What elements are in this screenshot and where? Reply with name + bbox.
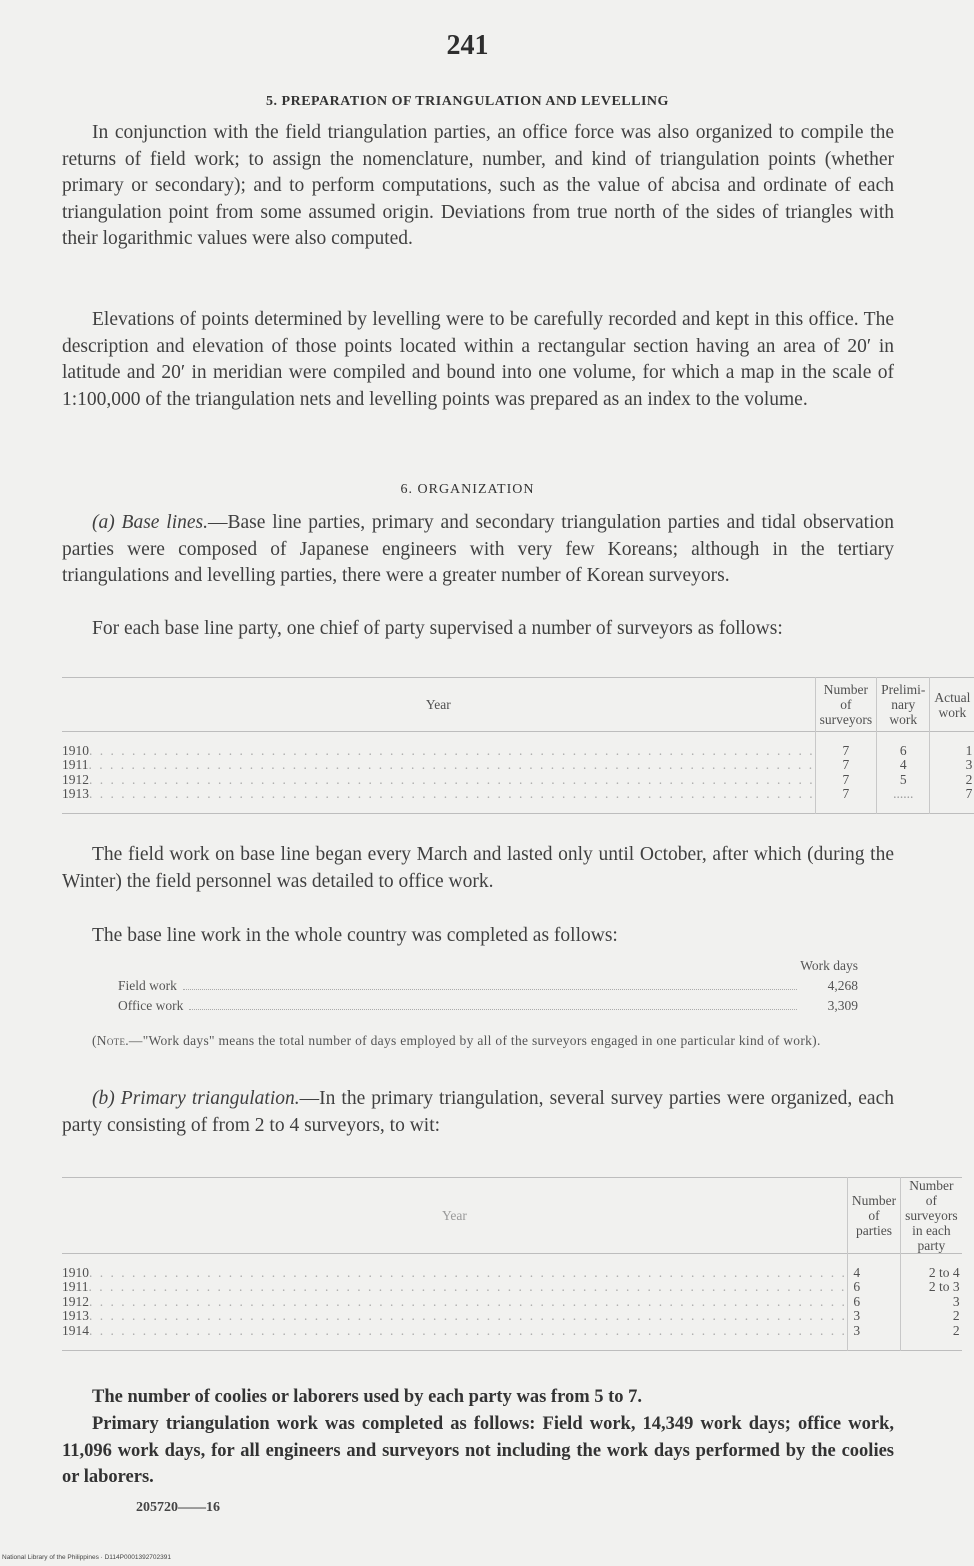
cell-surveyors-per-party: 2 to 4: [901, 1266, 962, 1281]
cell-actual: 1: [930, 744, 974, 759]
cell-parties: 6: [847, 1295, 900, 1310]
section-5-paragraph-2: Elevations of points determined by levelling were to be carefully recorded and kept in this office. The description and elevation of those points located within a rectangular section having an area of 20′ in latitude and 20′ in meridian were compiled and bound into one volume, for which a map in the scale of 1:100,000 of the triangulation nets and levelling points was prepared as an index to the volume.: [62, 309, 894, 410]
row-year: 1911: [62, 757, 89, 772]
cell-surveyors: 7: [815, 744, 877, 759]
coolies-paragraph: The number of coolies or laborers used by each party was from 5 to 7.: [92, 1387, 643, 1407]
row-year: 1913: [62, 1308, 89, 1323]
cell-surveyors-per-party: 2: [901, 1309, 962, 1324]
cell-surveyors-per-party: 3: [901, 1295, 962, 1310]
cell-parties: 3: [847, 1309, 900, 1324]
row-leader: . . . . . . . . . . . . . . . . . . . . . . . . . . . . . . . . . . . . . . . . . . . . . . . . . . . . . . . . . . . . . . . . . . . .: [89, 771, 815, 787]
section-5-heading: 5. PREPARATION OF TRIANGULATION AND LEVELLING: [266, 94, 669, 109]
col-header-actual: Actual work: [930, 678, 974, 732]
cell-preliminary: 4: [877, 758, 930, 773]
row-year: 1911: [62, 1279, 89, 1294]
work-days-note: (Note.—"Work days" means the total number of days employed by all of the surveyors engaged in one particular kind of work).: [92, 1033, 821, 1048]
row-leader: . . . . . . . . . . . . . . . . . . . . . . . . . . . . . . . . . . . . . . . . . . . . . . . . . . . . . . . . . . . . . . . . . . . .: [89, 742, 815, 758]
table-row: [62, 1280, 962, 1295]
page-number: 241: [446, 30, 489, 61]
work-days-value: 3,309: [827, 998, 858, 1013]
row-leader: . . . . . . . . . . . . . . . . . . . . . . . . . . . . . . . . . . . . . . . . . . . . . . . . . . . . . . . . . . . . . . . . . . . . . . .: [89, 1293, 847, 1309]
base-line-party-paragraph: For each base line party, one chief of party supervised a number of surveyors as follows:: [92, 618, 783, 639]
row-leader: . . . . . . . . . . . . . . . . . . . . . . . . . . . . . . . . . . . . . . . . . . . . . . . . . . . . . . . . . . . . . . . . . . . .: [89, 786, 815, 801]
field-work-paragraph: The field work on base line began every March and lasted only until October, after which (during the Winter) the field personnel was detailed to office work.: [62, 844, 894, 892]
primary-triangulation-paragraph: [62, 1086, 894, 1139]
col-header-surveyors-per-party: Number of surveyors in each party: [901, 1178, 962, 1254]
cell-preliminary: 5: [877, 773, 930, 788]
col-header-year: Year: [425, 697, 451, 712]
cell-surveyors: 7: [815, 787, 877, 802]
col-header-parties: Number of parties: [847, 1178, 900, 1254]
work-days-label: Office work: [118, 998, 184, 1013]
library-credit: National Library of the Philippines · D114P0001392702391: [2, 1554, 171, 1561]
table-row: [62, 1266, 962, 1281]
base-lines-paragraph: [62, 510, 894, 590]
primary-triangulation-text: —In the primary triangulation, several survey parties were organized, each party consisting of from 2 to 4 surveyors, to wit:: [62, 1088, 894, 1136]
table-row: [62, 744, 974, 759]
work-days-label: Field work: [118, 978, 177, 993]
cell-surveyors: 7: [815, 773, 877, 788]
section-5-paragraph-1: In conjunction with the field triangulation parties, an office force was also organized to compile the returns of field work; to assign the nomenclature, number, and kind of triangulation points (whether primary or secondary); and to perform computations, such as the value of abcisa and ordinate of each triangulation point from some assumed origin. Deviations from true north of the sides of triangles with their logarithmic values were also computed.: [62, 122, 894, 249]
row-year: 1910: [62, 1264, 89, 1280]
row-year: 1912: [62, 1293, 89, 1309]
row-leader: . . . . . . . . . . . . . . . . . . . . . . . . . . . . . . . . . . . . . . . . . . . . . . . . . . . . . . . . . . . . . . . . . . . . . . .: [88, 1279, 847, 1294]
work-days-leader: [183, 989, 797, 990]
col-header-preliminary: Prelimi-nary work: [877, 678, 930, 732]
table-row: [62, 773, 974, 788]
work-days-row: [118, 998, 858, 1018]
table-row: [62, 758, 974, 773]
work-days-summary: [118, 958, 858, 1018]
table-row: [62, 1324, 962, 1339]
col-header-year: Year: [441, 1208, 467, 1223]
work-days-header: Work days: [800, 958, 858, 973]
row-year: 1912: [62, 771, 89, 787]
section-6-heading: 6. ORGANIZATION: [400, 482, 535, 497]
cell-parties: 3: [847, 1324, 900, 1339]
footer-code: 205720——16: [136, 1500, 220, 1515]
table-row: [62, 787, 974, 802]
cell-actual: 3: [930, 758, 974, 773]
cell-surveyors-per-party: 2: [901, 1324, 962, 1339]
note-label: Note.: [96, 1033, 129, 1048]
row-leader: . . . . . . . . . . . . . . . . . . . . . . . . . . . . . . . . . . . . . . . . . . . . . . . . . . . . . . . . . . . . . . . . . . . .: [88, 757, 815, 772]
base-lines-text: —Base line parties, primary and secondary triangulation parties and tidal observation parties were composed of Japanese engineers with very few Koreans; although in the tertiary triangulations and levelling parties, there were a greater number of Korean surveyors.: [62, 512, 894, 586]
row-year: 1914: [62, 1322, 89, 1338]
cell-surveyors-per-party: 2 to 3: [901, 1280, 962, 1295]
cell-actual: 7: [930, 787, 974, 802]
col-header-surveyors: Number of surveyors: [815, 678, 877, 732]
cell-parties: 4: [847, 1266, 900, 1281]
work-days-row: [118, 978, 858, 998]
work-days-leader: [189, 1009, 797, 1010]
cell-surveyors: 7: [815, 758, 877, 773]
base-line-table: [62, 677, 974, 814]
note-text: —"Work days" means the total number of days employed by all of the surveyors engaged in one particular kind of work).: [128, 1033, 821, 1048]
row-year: 1913: [62, 786, 89, 801]
work-days-value: 4,268: [827, 978, 858, 993]
base-line-completion-paragraph: The base line work in the whole country was completed as follows:: [92, 925, 618, 946]
cell-parties: 6: [847, 1280, 900, 1295]
base-lines-label: (a) Base lines.: [92, 512, 208, 533]
row-leader: . . . . . . . . . . . . . . . . . . . . . . . . . . . . . . . . . . . . . . . . . . . . . . . . . . . . . . . . . . . . . . . . . . . . . . .: [89, 1322, 847, 1338]
primary-triangulation-label: (b) Primary triangulation.: [92, 1088, 300, 1109]
primary-completion-paragraph: Primary triangulation work was completed as follows: Field work, 14,349 work days; office work, 11,096 work days, for all engineers and surveyors not including the work days performed by the coolies or laborers.: [62, 1414, 894, 1487]
row-year: 1910: [62, 742, 89, 758]
cell-preliminary: ......: [877, 787, 930, 802]
row-leader: . . . . . . . . . . . . . . . . . . . . . . . . . . . . . . . . . . . . . . . . . . . . . . . . . . . . . . . . . . . . . . . . . . . . . . .: [89, 1308, 847, 1323]
primary-triangulation-table: [62, 1177, 962, 1351]
cell-actual: 2: [930, 773, 974, 788]
row-leader: . . . . . . . . . . . . . . . . . . . . . . . . . . . . . . . . . . . . . . . . . . . . . . . . . . . . . . . . . . . . . . . . . . . . . . .: [89, 1264, 847, 1280]
table-row: [62, 1309, 962, 1324]
cell-preliminary: 6: [877, 744, 930, 759]
table-row: [62, 1295, 962, 1310]
